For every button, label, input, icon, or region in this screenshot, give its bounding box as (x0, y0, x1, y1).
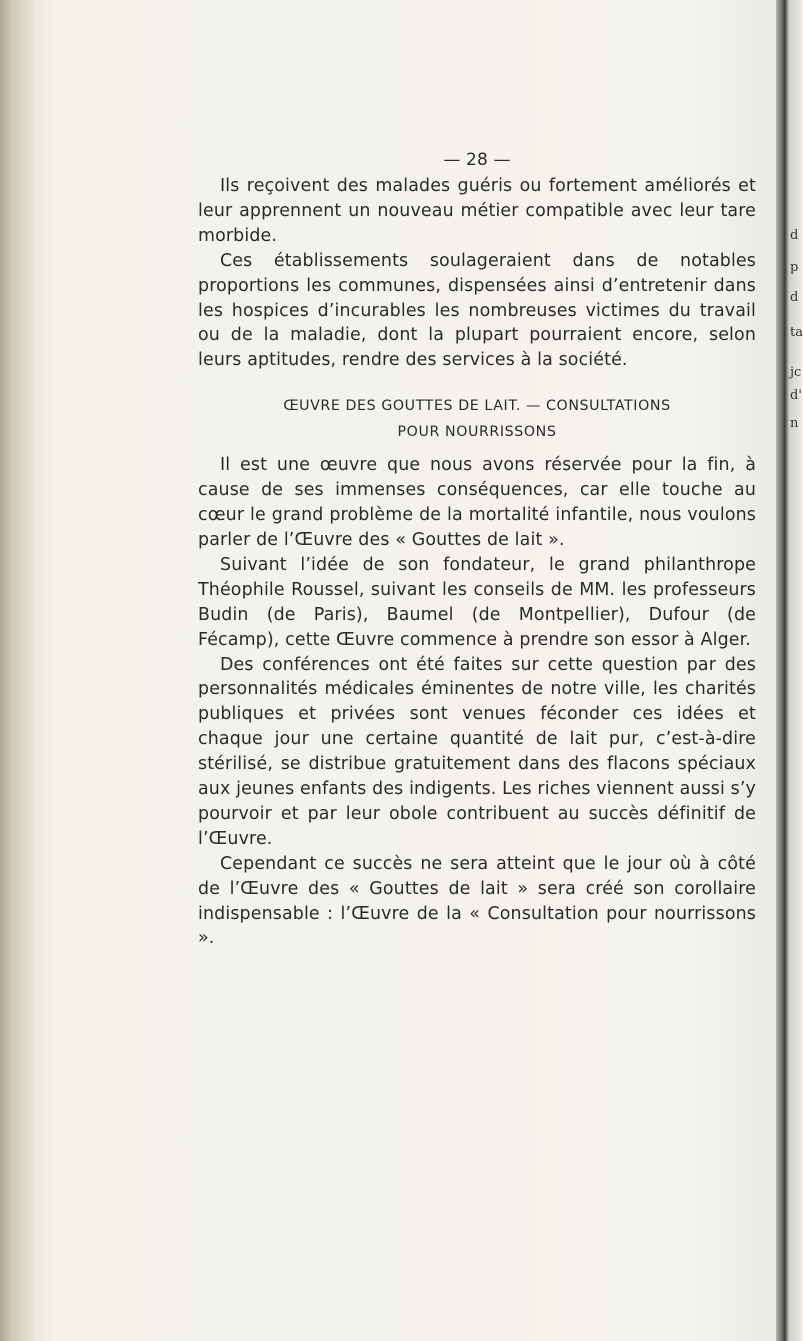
edge-glyph: jc (790, 365, 802, 380)
binding-shadow (0, 0, 34, 1341)
page-number: — 28 — (443, 150, 511, 170)
adjacent-page-edge (776, 0, 801, 1341)
paragraph-4: Suivant l’idée de son fondateur, le grand philanthrope Théophile Roussel, suivant les conseils de MM. les professeurs Budin (de Paris), Baumel (de Montpellier), Dufour (de Fécamp), cette Œuvre commence à prendre son essor à Alger. (198, 554, 756, 650)
section-heading (198, 393, 756, 445)
edge-glyph: n (790, 416, 799, 431)
section-heading-line2: POUR NOURRISSONS (397, 424, 557, 441)
section-heading-line1: ŒUVRE DES GOUTTES DE LAIT. — CONSULTATIONS (283, 398, 671, 415)
paragraph-6: Cependant ce succès ne sera atteint que le jour où à côté de l’Œuvre des « Gouttes de lait » sera créé son corollaire indispensable : l’Œuvre de la « Consultation pour nourrissons ». (198, 853, 756, 949)
page-text-block (198, 148, 756, 951)
edge-glyph: d' (790, 388, 802, 403)
edge-glyph: ta (790, 325, 803, 340)
paragraph-2: Ces établissements soulageraient dans de notables proportions les communes, dispensées ainsi d’entretenir dans les hospices d’incurables les nombreuses victimes du travail ou de la maladie, dont la plupart pourraient encore, selon leurs aptitudes, rendre des services à la société. (198, 250, 756, 371)
edge-glyph: d (790, 228, 799, 243)
paragraph-1: Ils reçoivent des malades guéris ou fortement améliorés et leur apprennent un nouveau métier compatible avec leur tare morbide. (198, 176, 756, 246)
edge-glyph: d (790, 290, 799, 305)
paragraph-3: Il est une œuvre que nous avons réservée pour la fin, à cause de ses immenses conséquences, car elle touche au cœur le grand problème de la mortalité infantile, nous voulons parler de l’Œuvre des « Gouttes de lait ». (198, 455, 756, 550)
edge-glyph: p (790, 260, 799, 275)
paragraph-5: Des conférences ont été faites sur cette question par des personnalités médicales éminentes de notre ville, les charités publiques et privées sont venues féconder ces idées et chaque jour une certaine quantité de lait pur, c’est-à-dire stérilisé, se distribue gratuitement dans des flacons spéciaux aux jeunes enfants des indigents. Les riches viennent aussi s’y pourvoir et par leur obole contribuent au succès définitif de l’Œuvre. (198, 654, 756, 849)
